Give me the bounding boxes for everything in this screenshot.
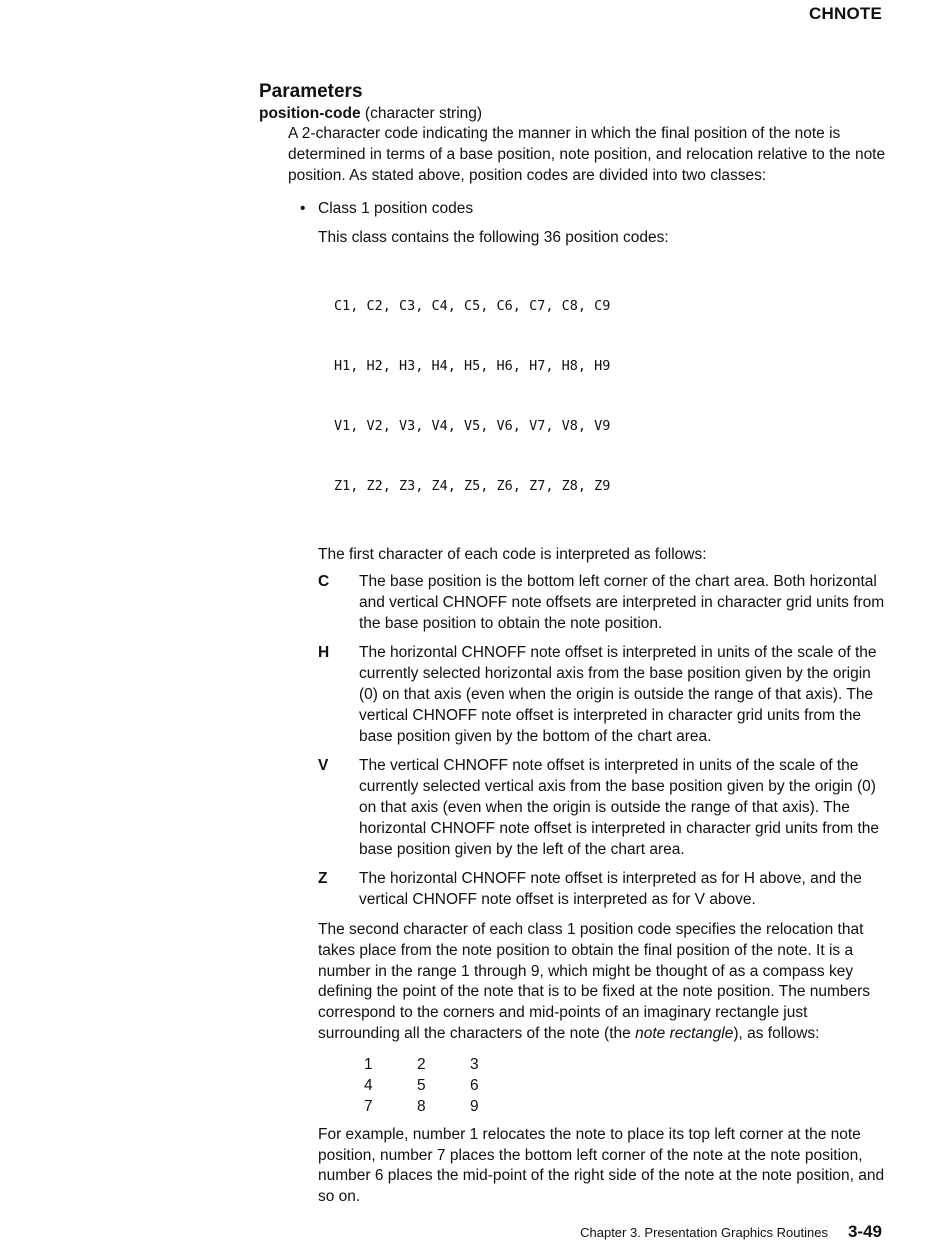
definition-text: The horizontal CHNOFF note offset is interpreted as for H above, and the vertical CHNOFF note offset is interpreted as for V above. bbox=[359, 870, 862, 909]
grid-row bbox=[364, 1096, 523, 1117]
grid-cell: 7 bbox=[364, 1097, 373, 1115]
definition-item bbox=[318, 869, 889, 911]
running-header-title: CHNOTE bbox=[809, 4, 882, 23]
note-rectangle-term: note rectangle bbox=[635, 1024, 734, 1042]
section-title: Parameters bbox=[259, 81, 363, 102]
definition-term: H bbox=[318, 644, 330, 662]
definition-term: Z bbox=[318, 870, 328, 888]
grid-row bbox=[364, 1075, 523, 1096]
page-footer bbox=[580, 1222, 882, 1242]
parameter-heading bbox=[259, 104, 889, 124]
parameter-description: A 2-character code indicating the manner in which the final position of the note is determined in terms of a base position, note position, and relocation relative to the note position. As stated above, position codes are divided into two classes: bbox=[288, 125, 886, 184]
definition-text: The base position is the bottom left corner of the chart area. Both horizontal and vertical CHNOFF note offsets are interpreted in character grid units from the base position to obtain the note position. bbox=[359, 572, 885, 632]
grid-cell: 1 bbox=[364, 1055, 373, 1073]
code-line: H1, H2, H3, H4, H5, H6, H7, H8, H9 bbox=[334, 358, 611, 375]
codes-intro: This class contains the following 36 position codes: bbox=[318, 229, 669, 247]
code-line: C1, C2, C3, C4, C5, C6, C7, C8, C9 bbox=[334, 298, 611, 315]
definition-term: V bbox=[318, 757, 329, 775]
grid-cell: 3 bbox=[470, 1055, 479, 1073]
definition-item bbox=[318, 643, 889, 747]
bullet-item bbox=[300, 198, 889, 219]
bullet-body bbox=[318, 228, 889, 1208]
code-list bbox=[334, 256, 889, 536]
code-line: V1, V2, V3, V4, V5, V6, V7, V8, V9 bbox=[334, 418, 611, 435]
grid-cell: 5 bbox=[417, 1076, 426, 1094]
second-char-text: The second character of each class 1 position code specifies the relocation that takes place from the note position to obtain the final position of the note. It is a number in the range 1 through 9, which might be thought of as a compass key defining the point of the note that is to be fixed at the note position. The numbers correspond to the corners and mid-points of an imaginary rectangle just surrounding all the characters of the note (the bbox=[318, 920, 871, 1042]
code-line: Z1, Z2, Z3, Z4, Z5, Z6, Z7, Z8, Z9 bbox=[334, 478, 611, 495]
definition-item bbox=[318, 572, 889, 634]
second-char-suffix: ), as follows: bbox=[733, 1024, 820, 1042]
definition-list bbox=[318, 572, 889, 911]
definition-text: The horizontal CHNOFF note offset is interpreted in units of the scale of the currently selected horizontal axis from the base position given by the origin (0) on that axis (even when the origin is outside the range of that axis). The vertical CHNOFF note offset is interpreted in character grid units from the base position given by the bottom of the chart area. bbox=[359, 644, 877, 745]
grid-cell: 8 bbox=[417, 1097, 426, 1115]
footer-chapter-title: Chapter 3. Presentation Graphics Routines bbox=[580, 1225, 828, 1240]
grid-row bbox=[364, 1054, 523, 1075]
page-number: 3-49 bbox=[847, 1222, 882, 1241]
parameter-name: position-code bbox=[259, 105, 361, 122]
compass-grid bbox=[364, 1054, 523, 1117]
grid-cell: 6 bbox=[470, 1076, 479, 1094]
bullet-icon: • bbox=[300, 200, 306, 218]
definition-text: The vertical CHNOFF note offset is interpreted in units of the scale of the currently selected vertical axis from the base position given by the origin (0) on that axis (even when the origin is outside the range of that axis). The horizontal CHNOFF note offset is interpreted in character grid units from the base position given by the left of the chart area. bbox=[359, 757, 880, 858]
second-char-paragraph bbox=[318, 920, 889, 1045]
definition-item bbox=[318, 756, 889, 860]
example-paragraph: For example, number 1 relocates the note to place its top left corner at the note position, number 7 places the bottom left corner of the note at the note position, number 6 places the mid-point of the right side of the note at the note position, and so on. bbox=[318, 1125, 885, 1206]
parameter-type: (character string) bbox=[364, 105, 483, 122]
definition-term: C bbox=[318, 572, 330, 590]
grid-cell: 4 bbox=[364, 1076, 373, 1094]
bullet-label: Class 1 position codes bbox=[318, 200, 474, 218]
grid-cell: 2 bbox=[417, 1055, 426, 1073]
page-content bbox=[259, 80, 889, 1208]
first-char-intro: The first character of each code is interpreted as follows: bbox=[318, 546, 707, 564]
grid-cell: 9 bbox=[470, 1097, 479, 1115]
parameter-body bbox=[288, 124, 889, 1208]
